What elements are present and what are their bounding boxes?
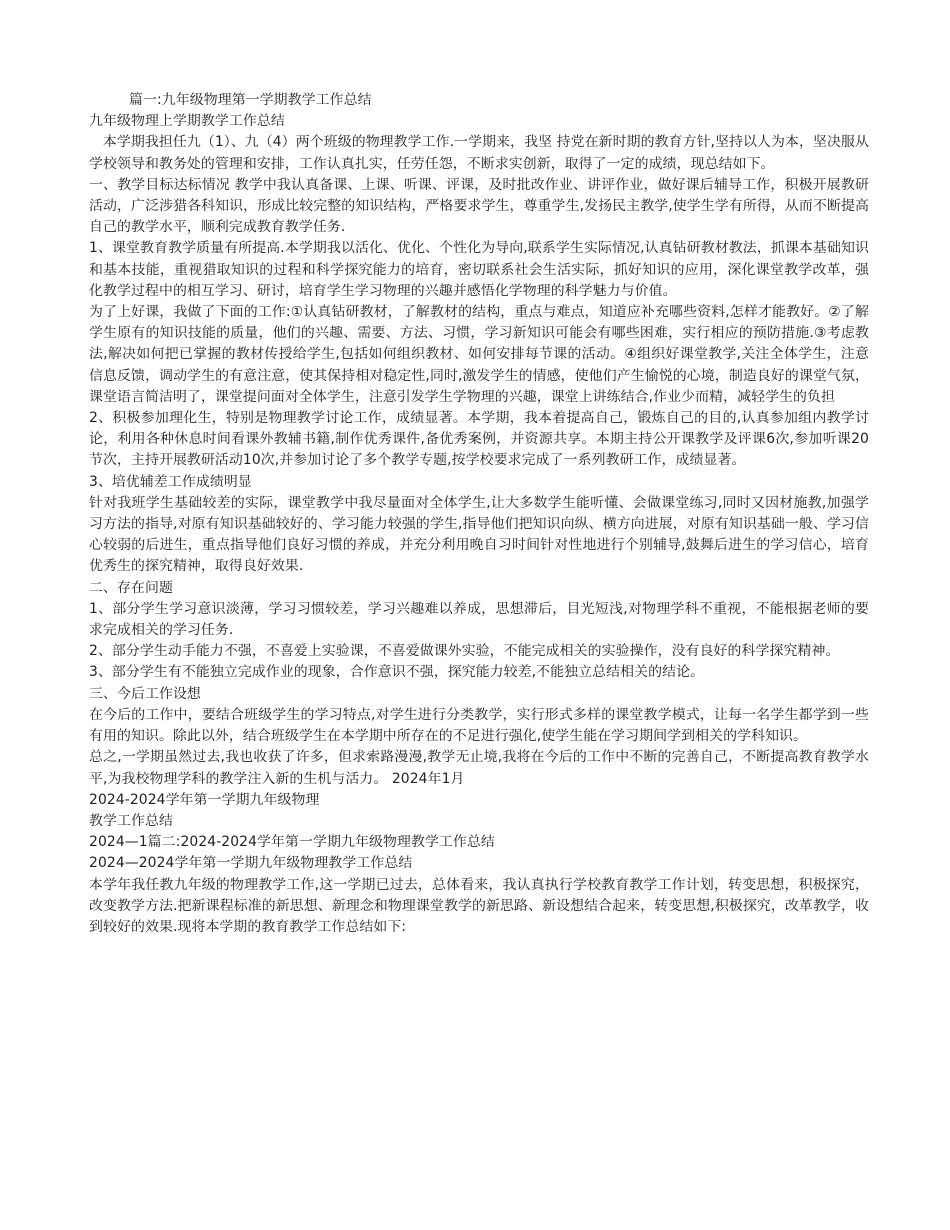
summary-title-line: 教学工作总结 — [89, 812, 173, 829]
doc-title-part-one: 篇一:九年级物理第一学期教学工作总结 — [129, 92, 372, 108]
section-two-heading: 二、存在问题 — [89, 579, 173, 596]
problem-one-paragraph: 1、部分学生学习意识淡薄，学习习惯较差，学习兴趣难以养成，思想滞后，目光短浅,对物理学科不重视，不能根据老师的要求完成相关的学习任务. — [89, 600, 869, 639]
item-one-paragraph: 1、课堂教育教学质量有所提高.本学期我以活化、优化、个性化为导向,联系学生实际情况,认真钻研教材教法，抓课本基础知识和基本技能，重视猎取知识的过程和科学探究能力的培育，密切联系社会生活实际，抓好知识的应用，深化课堂教学改革，强化教学过程中的相互学习、研讨，培育学生学习物理的兴趣并感悟化学物理的科学魅力与价值。 — [89, 240, 869, 299]
item-three-heading: 3、培优辅差工作成绩明显 — [89, 473, 252, 490]
intro-paragraph: 本学期我担任九（1）、九（4）两个班级的物理教学工作.一学期来，我坚 持党在新时期的教育方针,坚持以人为本，坚决服从学校领导和教务处的管理和安排，工作认真扎实，任劳任怨，不断求实创新，取得了一定的成绩，现总结如下。 — [89, 134, 869, 172]
doc-subtitle: 九年级物理上学期教学工作总结 — [89, 113, 285, 130]
item-two-paragraph: 2、积极参加理化生，特别是物理教学讨论工作，成绩显著。本学期，我本着提高自己，锻炼自己的目的,认真参加组内教学讨论，利用各种休息时间看课外教辅书籍,制作优秀课件,备优秀案例，并资源共享。本期主持公开课教学及评课6次,参加听课20节次，主持开展教研活动10次,并参加讨论了多个教学专题,按学校要求完成了一系列教研工作，成绩显著。 — [89, 410, 869, 469]
section-three-heading: 三、今后工作设想 — [89, 685, 201, 702]
part-two-intro-paragraph: 本学年我任教九年级的物理教学工作,这一学期已过去，总体看来，我认真执行学校教育教学工作计划，转变思想，积极探究，改变教学方法.把新课程标准的新思想、新理念和物理课堂教学的新思路、新设想结合起来，转变思想,积极探究，改革教学，收到较好的效果.现将本学期的教育教学工作总结如下: — [89, 876, 869, 935]
problem-two-paragraph: 2、部分学生动手能力不强，不喜爱上实验课，不喜爱做课外实验，不能完成相关的实验操作，没有良好的科学探究精神。 — [89, 643, 840, 660]
doc-title-part-two: 2024—1篇二:2024-2024学年第一学期九年级物理教学工作总结 — [89, 834, 495, 851]
section-one-paragraph: 一、教学目标达标情况 教学中我认真备课、上课、听课、评课，及时批改作业、讲评作业，做好课后辅导工作，积极开展教研活动，广泛涉猎各科知识，形成比较完整的知识结构，严格要求学生，尊重学生,发扬民主教学,使学生学有所得，从而不断提高自己的教学水平，顺利完成教育教学任务. — [89, 176, 869, 236]
part-two-subtitle: 2024—2024学年第一学期九年级物理教学工作总结 — [89, 855, 413, 872]
problem-three-paragraph: 3、部分学生有不能独立完成作业的现象，合作意识不强，探究能力较差,不能独立总结相关的结论。 — [89, 664, 705, 681]
year-line: 2024-2024学年第一学期九年级物理 — [89, 791, 320, 808]
work-details-paragraph: 为了上好课，我做了下面的工作:①认真钻研教材，了解教材的结构，重点与难点，知道应补充哪些资料,怎样才能教好。②了解学生原有的知识技能的质量，他们的兴趣、需要、方法、习惯，学习新知识可能会有哪些困难，实行相应的预防措施.③考虑教法,解决如何把已掌握的教材传授给学生,包括如何组织教材、如何安排每节课的活动。④组织好课堂教学,关注全体学生，注意信息反馈，调动学生的有意注意，使其保持相对稳定性,同时,激发学生的情感，使他们产生愉悦的心境，制造良好的课堂气氛，课堂语言简洁明了，课堂提问面对全体学生，注意引发学生学物理的兴趣，课堂上讲练结合,作业少而精，减轻学生的负担 — [89, 304, 869, 405]
plan-paragraph: 在今后的工作中，要结合班级学生的学习特点,对学生进行分类教学，实行形式多样的课堂教学模式，让每一名学生都学到一些有用的知识。除此以外，结合班级学生在本学期中所存在的不足进行强化,使学生能在学习期间学到相关的学科知识。 — [89, 706, 869, 745]
conclusion-paragraph: 总之,一学期虽然过去,我也收获了许多，但求索路漫漫,教学无止境,我将在今后的工作中不断的完善自己，不断提高教育教学水平,为我校物理学科的教学注入新的生机与活力。 2024年1月 — [89, 749, 869, 787]
document-body — [89, 90, 869, 938]
item-three-paragraph: 针对我班学生基础较差的实际，课堂教学中我尽量面对全体学生,让大多数学生能听懂、会做课堂练习,同时又因材施教,加强学习方法的指导,对原有知识基础较好的、学习能力较强的学生,指导他们把知识向纵、横方向进展，对原有知识基础一般、学习信心较弱的后进生，重点指导他们良好习惯的养成，并充分利用晚自习时间针对性地进行个别辅导,鼓舞后进生的学习信心，培育优秀生的探究精神，取得良好效果. — [89, 494, 869, 575]
